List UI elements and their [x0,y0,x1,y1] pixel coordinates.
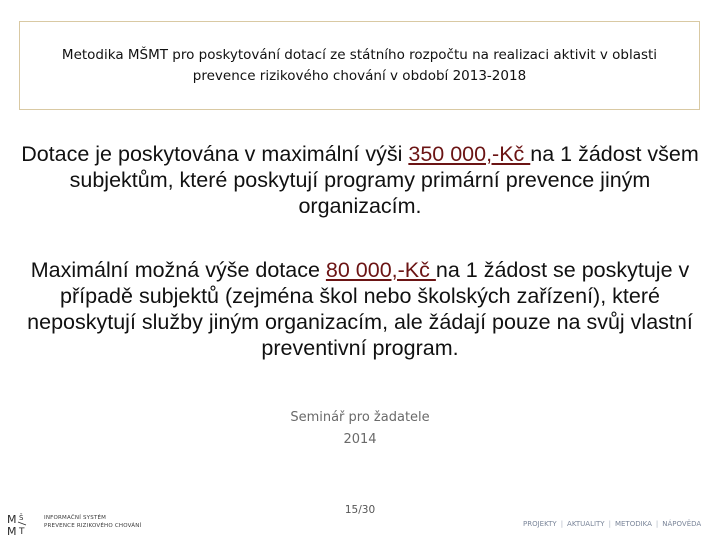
slide-title [46,45,673,87]
paragraph-own-program-after: na 1 žádost se poskytuje v případě subjektů (zejména škol nebo školských zařízení), které neposkytují služby jiným organizacím, ale žádají pouze na svůj vlastní preventivní program. [27,258,693,360]
svg-text:M: M [7,513,17,526]
page-number: 15/30 [344,504,376,516]
nav-projekty[interactable]: PROJEKTY [523,520,557,528]
logo-text-line1: INFORMAČNÍ SYSTÉM [44,515,107,521]
svg-text:M: M [7,525,17,536]
nav-aktuality[interactable]: AKTUALITY [567,520,605,528]
footer-nav [519,520,705,528]
seminar-label [260,407,460,451]
paragraph-max-grant-before: Dotace je poskytována v maximální výši [21,142,409,166]
paragraph-own-program-before: Maximální možná výše dotace [30,258,326,282]
nav-separator: | [608,520,611,528]
max-grant-amount: 350 000,-Kč [408,142,531,166]
svg-text:Š: Š [19,514,24,522]
nav-metodika[interactable]: METODIKA [614,520,652,528]
footer-logo [6,512,141,536]
nav-napoveda[interactable]: NÁPOVĚDA [662,520,702,528]
svg-text:T: T [19,527,25,536]
header-box [19,21,700,110]
paragraph-max-grant-after: na 1 žádost všem subjektům, které poskytují programy primární prevence jiným organizacím. [69,142,699,218]
own-program-grant-amount: 80 000,-Kč [325,258,436,282]
logo-text-line2: PREVENCE RIZIKOVÉHO CHOVÁNÍ [44,523,142,529]
seminar-year: 2014 [343,432,377,447]
nav-separator: | [655,520,659,528]
seminar-line1: Seminář pro žadatele [290,410,430,425]
msmt-logo-icon [6,512,40,536]
paragraph-max-grant [20,141,700,219]
paragraph-own-program-grant [20,257,700,361]
slide-title-line1: Metodika MŠMT pro poskytování dotací ze státního rozpočtu na realizaci aktivit v oblasti [61,46,658,63]
nav-separator: | [560,520,564,528]
logo-text [44,514,141,530]
slide-title-line2: prevence rizikového chování v období 2013-2018 [192,67,527,84]
